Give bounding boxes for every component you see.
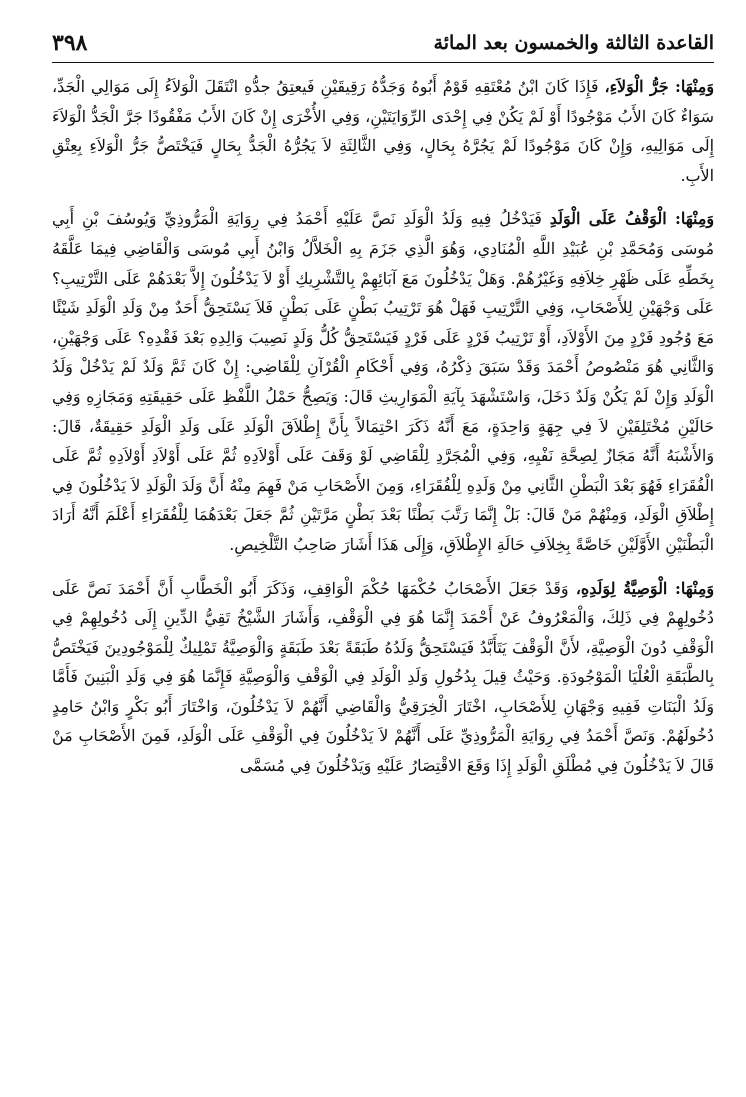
page-header (52, 22, 714, 63)
paragraph-body: وَقَدْ جَعَلَ الأَصْحَابُ حُكْمَهَا حُكْمَ الْوَاقِفِ، وَذَكَرَ أَبُو الْخَطَّابِ أَنَّ أَحْمَدَ نَصَّ عَلَى دُخُولِهِمْ فِي ذَلِكَ، وَالْمَعْرُوفُ عَنْ أَحْمَدَ إِنَّمَا هُوَ فِي الْوَقْفِ، وَأَشَارَ الشَّيْخُ تَقِيُّ الدِّينِ إِلَى دُخُولِهِمْ فِي الْوَقْفِ دُونَ الْوَصِيَّةِ، لأَنَّ الْوَقْفَ يَتَأَبَّدُ فَيَسْتَحِقُّ وَلَدُهُ طَبَقَةً بَعْدَ طَبَقَةٍ وَالْوَصِيَّةُ تَمْلِيكٌ لِلْمَوْجُودِينَ فَيَخْتَصُّ بِالطَّبَقَةِ الْعُلْيَا الْمَوْجُودَةِ. وَحَيْثُ قِيلَ بِدُخُولِ وَلَدِ الْوَلَدِ فِي الْوَقْفِ وَالْوَصِيَّةِ فَإِنَّمَا هُوَ فِي وَلَدِ الْبَنِينَ فَأَمَّا وَلَدُ الْبَنَاتِ فَفِيهِ وَجْهَانِ لِلأَصْحَابِ، اخْتَارَ الْخِرَقِيُّ وَالْقَاضِي أَنَّهُمْ لاَ يَدْخُلُونَ، وَاخْتَارَ أَبُو بَكْرٍ وَابْنُ حَامِدٍ دُخُولَهُمْ. وَنَصَّ أَحْمَدُ فِي رِوَايَةِ الْمَرُّوذِيِّ عَلَى أَنَّهُمْ لاَ يَدْخُلُونَ فِي الْوَقْفِ عَلَى الْوَلَدِ، فَمِنَ الأَصْحَابِ مَنْ قَالَ لاَ يَدْخُلُونَ فِي مُطْلَقِ الْوَلَدِ إِذَا وَقَعَ الاقْتِصَارُ عَلَيْهِ وَيَدْخُلُونَ فِي مُسَمَّى (52, 578, 714, 776)
paragraph-lead: وَمِنْهَا: الْوَقْفُ عَلَى الْوَلَدِ (549, 209, 714, 229)
paragraph-wala (52, 72, 714, 190)
paragraph-body: فَيَدْخُلُ فِيهِ وَلَدُ الْوَلَدِ نَصَّ عَلَيْهِ أَحْمَدُ فِي رِوَايَةِ الْمَرُّوذِيِّ وَيُوسُفَ بْنِ أَبِي مُوسَى وَمُحَمَّدِ بْنِ عُبَيْدِ اللَّهِ الْمُنَادِي، وَهُوَ الَّذِي جَزَمَ بِهِ الْخَلاَّلُ وَابْنُ أَبِي مُوسَى وَالْقَاضِي فِيمَا عَلَّقَهُ بِخَطِّهِ عَلَى ظَهْرِ خِلاَفِهِ وَغَيْرُهُمْ. وَهَلْ يَدْخُلُونَ مَعَ آبَائِهِمْ بِالتَّشْرِيكِ أَوْ لاَ يَدْخُلُونَ إِلاَّ بَعْدَهُمْ عَلَى التَّرْتِيبِ؟ عَلَى وَجْهَيْنِ لِلأَصْحَابِ، وَفِي التَّرْتِيبِ فَهَلْ هُوَ تَرْتِيبُ بَطْنٍ عَلَى بَطْنٍ فَلاَ يَسْتَحِقُّ أَحَدٌ مِنْ وَلَدِ الْوَلَدِ شَيْئًا مَعَ وُجُودِ فَرْدٍ مِنَ الأَوْلاَدِ، أَوْ تَرْتِيبُ فَرْدٍ عَلَى فَرْدٍ فَيَسْتَحِقُّ كُلُّ وَلَدٍ نَصِيبَ وَالِدِهِ بَعْدَ فَقْدِهِ؟ عَلَى وَجْهَيْنِ، وَالثَّانِي هُوَ مَنْصُوصُ أَحْمَدَ وَقَدْ سَبَقَ ذِكْرُهُ، وَفِي أَحْكَامِ الْقُرْآنِ لِلْقَاضِي: إِنْ كَانَ ثَمَّ وَلَدٌ لَمْ يَدْخُلْ وَلَدُ الْوَلَدِ وَإِنْ لَمْ يَكُنْ وَلَدٌ دَخَلَ، وَاسْتَشْهَدَ بِآيَةِ الْمَوَارِيثِ قَالَ: وَيَصِحُّ حَمْلُ اللَّفْظِ عَلَى حَقِيقَتِهِ وَمَجَازِهِ وَفِي حَالَيْنِ مُخْتَلِفَيْنِ لاَ فِي جِهَةٍ وَاحِدَةٍ، مَعَ أَنَّهُ ذَكَرَ احْتِمَالاً بِأَنَّ إِطْلاَقَ الْوَلَدِ عَلَى وَلَدِ الْوَلَدِ حَقِيقَةٌ، قَالَ: وَالأَشْبَهُ أَنَّهُ مَجَازٌ لِصِحَّةِ نَفْيِهِ، وَفِي الْمُجَرَّدِ لِلْقَاضِي لَوْ وَقَفَ عَلَى أَوْلاَدِهِ ثُمَّ عَلَى أَوْلاَدِ أَوْلاَدِهِ ثُمَّ عَلَى الْفُقَرَاءِ فَهُوَ بَعْدَ الْبَطْنِ الثَّانِي مِنْ وَلَدِهِ لِلْفُقَرَاءِ، وَمِنَ الأَصْحَابِ مَنْ فَهِمَ مِنْهُ أَنَّ وَلَدَ الْوَلَدِ لاَ يَدْخُلُونَ فِي إِطْلاَقِ الْوَلَدِ، وَمِنْهُمْ مَنْ قَالَ: بَلْ إِنَّمَا رَتَّبَ بَطْنًا بَعْدَ بَطْنٍ مَرَّتَيْنِ ثُمَّ جَعَلَ بَعْدَهُمَا لِلْفُقَرَاءِ أَعْلَمَ أَنَّهُ أَرَادَ الْبَطْنَيْنِ الأَوَّلَيْنِ خَاصَّةً بِخِلاَفِ حَالَةِ الإِطْلاَقِ، وَإِلَى هَذَا أَشَارَ صَاحِبُ التَّلْخِيصِ. (52, 209, 714, 554)
paragraph-wasiyya (52, 574, 714, 781)
page-number: ٣٩٨ (52, 30, 88, 56)
paragraph-lead: وَمِنْهَا: جَرُّ الْوَلاَءِ، (604, 77, 714, 96)
paragraph-lead: وَمِنْهَا: الْوَصِيَّةُ لِوَلَدِهِ، (575, 578, 714, 598)
paragraph-body: فَإِذَا كَانَ ابْنُ مُعْتَقِهِ قَوْمٌ أَبُوهُ وَجَدُّهُ رَقِيقَيْنِ فَيعتِقُ جدُّهِ انْتَقَلَ الْوَلاَءُ إِلَى مَوَالِي الْجَدِّ، سَوَاءٌ كَانَ الأَبُ مَوْجُودًا أَوْ لَمْ يَكُنْ فِي إِحْدَى الرِّوَايَتَيْنِ، وَفِي الأُخْرَى إِنْ كَانَ الأَبُ مَفْقُودًا جَرَّ الْجَدُّ الْوَلاَءَ إِلَى مَوَالِيهِ، وَإِنْ كَانَ مَوْجُودًا لَمْ يَجُرَّهُ بِحَالٍ، وَفِي الثَّالِثَةِ لاَ يَجُرُّهُ الْجَدُّ بِحَالٍ فَيَخْتَصُّ جَرُّ الْوَلاَءِ بِعِتْقِ الأَبِ. (52, 77, 714, 185)
paragraph-waqf (52, 204, 714, 559)
running-title: القاعدة الثالثة والخمسون بعد المائة (433, 32, 714, 54)
main-text (52, 72, 714, 1087)
